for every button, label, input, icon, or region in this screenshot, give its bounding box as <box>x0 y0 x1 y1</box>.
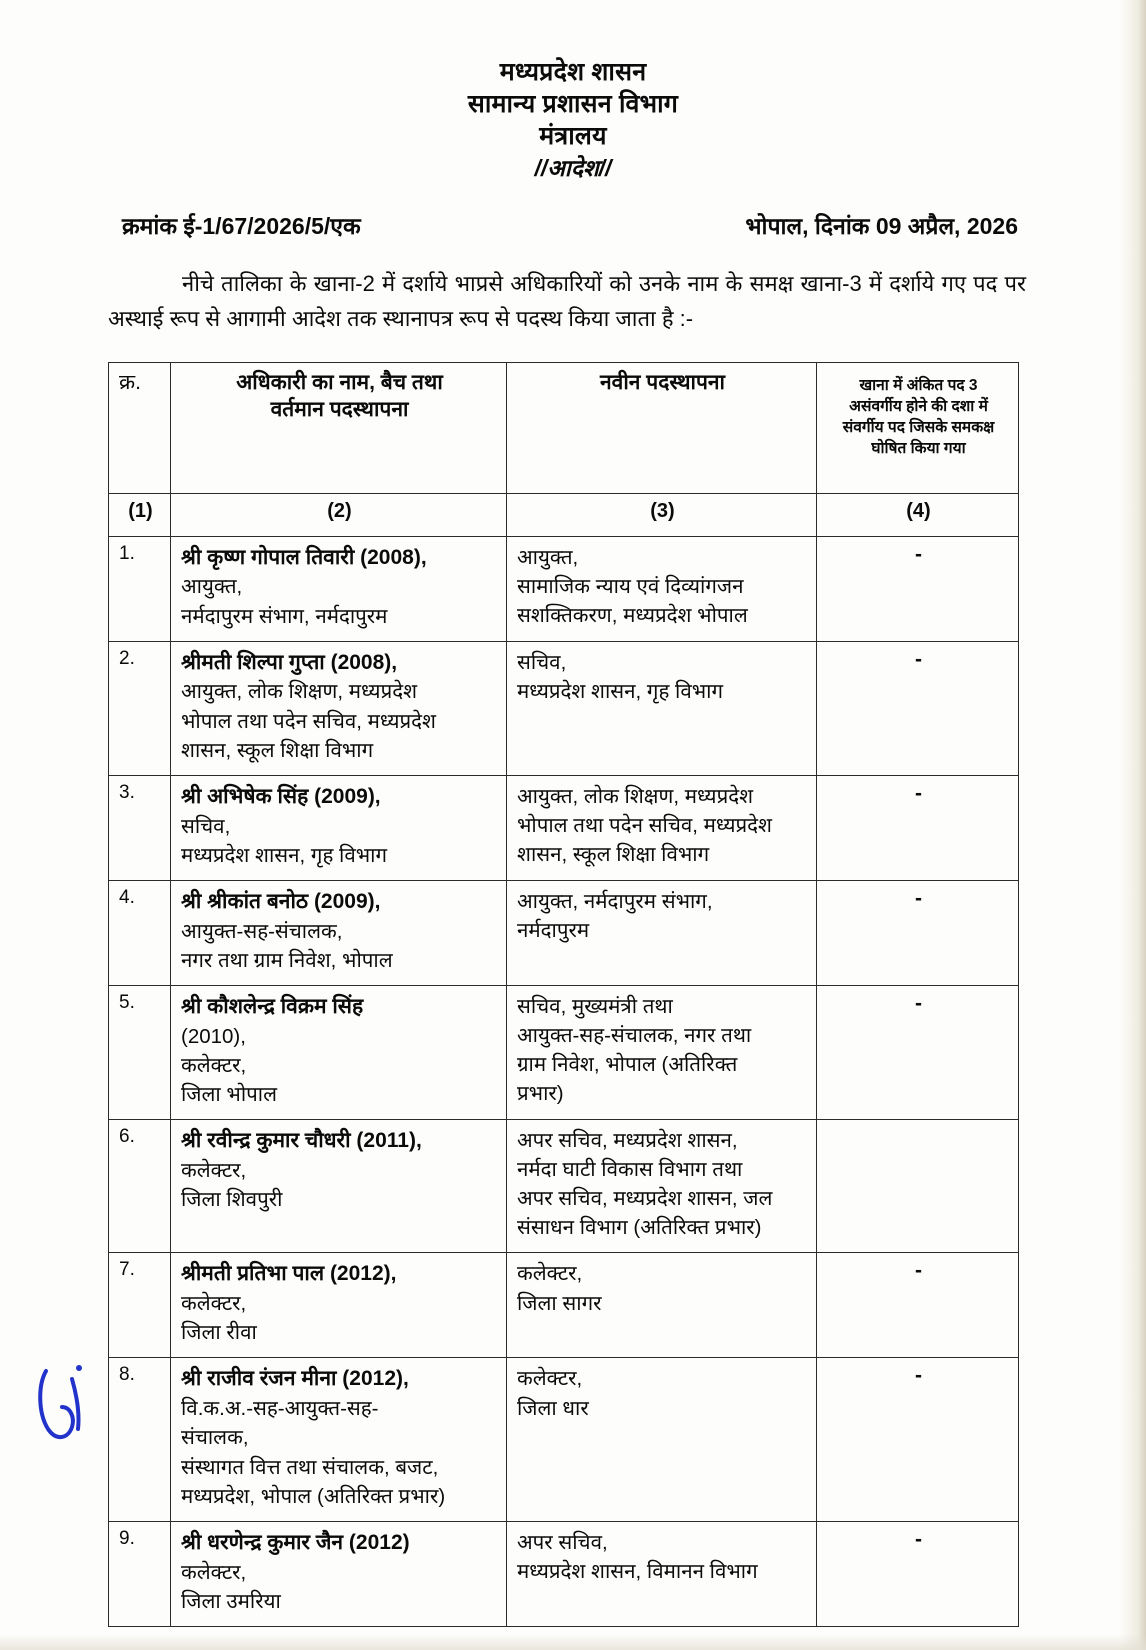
new-posting-line: शासन, स्कूल शिक्षा विभाग <box>517 843 710 867</box>
equivalent-post-cell: - <box>817 1253 1019 1358</box>
column-number-4: (4) <box>817 493 1019 536</box>
header-equivalent-line4: घोषित किया गया <box>871 439 966 457</box>
new-posting-line: प्रभार) <box>517 1082 564 1106</box>
new-posting-line: ग्राम निवेश, भोपाल (अतिरिक्त <box>517 1053 738 1077</box>
equivalent-post-cell: - <box>817 775 1019 880</box>
new-posting-line: सामाजिक न्याय एवं दिव्यांगजन <box>517 574 744 598</box>
paragraph-text: नीचे तालिका के खाना-2 में दर्शाये भाप्रसे अधिकारियों को उनके नाम के समक्ष खाना-3 में दर्शाये गए पद पर अस्थाई रूप से आगामी आदेश तक स्थानापत्र रूप से पदस्थ किया जाता है :- <box>108 271 1026 331</box>
department-name: सामान्य प्रशासन विभाग <box>467 90 679 118</box>
row-serial: 9. <box>109 1521 171 1626</box>
office-name: मंत्रालय <box>539 122 607 150</box>
officer-cell <box>171 985 507 1119</box>
officer-current-posting-line: मध्यप्रदेश शासन, गृह विभाग <box>181 843 388 867</box>
officer-name: श्री राजीव रंजन मीना (2012), <box>181 1367 409 1391</box>
new-posting-line: आयुक्त-सह-संचालक, नगर तथा <box>517 1023 752 1047</box>
equivalent-post-cell: - <box>817 1358 1019 1521</box>
table-header-row <box>109 362 1019 493</box>
officer-current-posting-line: जिला रीवा <box>181 1321 257 1345</box>
officer-current-posting-line: वि.क.अ.-सह-आयुक्त-सह- <box>181 1397 379 1421</box>
row-serial: 8. <box>109 1358 171 1521</box>
order-number: क्रमांक ई-1/67/2026/5/एक <box>122 213 361 240</box>
officer-current-posting-line: संस्थागत वित्त तथा संचालक, बजट, <box>181 1455 439 1479</box>
new-posting-cell <box>507 536 817 641</box>
new-posting-cell <box>507 880 817 985</box>
officer-cell <box>171 1521 507 1626</box>
new-posting-line: मध्यप्रदेश शासन, गृह विभाग <box>517 679 724 703</box>
place-and-date: भोपाल, दिनांक 09 अप्रैल, 2026 <box>745 213 1018 240</box>
new-posting-line: कलेक्टर, <box>517 1262 583 1286</box>
scan-edge-shadow-right <box>1120 0 1146 1650</box>
equivalent-post-cell <box>817 1120 1019 1253</box>
officer-current-posting-line: संचालक, <box>181 1426 249 1450</box>
new-posting-cell <box>507 1120 817 1253</box>
postings-table <box>108 362 1019 1627</box>
new-posting-line: सचिव, मुख्यमंत्री तथा <box>517 994 673 1018</box>
officer-current-posting-line: जिला उमरिया <box>181 1589 281 1613</box>
officer-current-posting-line: कलेक्टर, <box>181 1292 247 1316</box>
new-posting-line: कलेक्टर, <box>517 1367 583 1391</box>
officer-name: श्रीमती शिल्पा गुप्ता (2008), <box>181 650 398 674</box>
officer-current-posting-line: (2010), <box>181 1024 246 1048</box>
equivalent-post-cell: - <box>817 985 1019 1119</box>
officer-current-posting-line: मध्यप्रदेश, भोपाल (अतिरिक्त प्रभार) <box>181 1484 446 1508</box>
table-row <box>109 1253 1019 1358</box>
equivalent-post-cell: - <box>817 536 1019 641</box>
officer-cell <box>171 1253 507 1358</box>
header-officer <box>171 362 507 493</box>
new-posting-cell <box>507 775 817 880</box>
officer-current-posting-line: आयुक्त, लोक शिक्षण, मध्यप्रदेश <box>181 680 418 704</box>
new-posting-line: नर्मदापुरम <box>517 918 590 942</box>
column-number-2: (2) <box>171 493 507 536</box>
new-posting-line: मध्यप्रदेश शासन, विमानन विभाग <box>517 1559 758 1583</box>
header-serial: क्र. <box>109 362 171 493</box>
table-row <box>109 985 1019 1119</box>
officer-cell <box>171 1120 507 1253</box>
table-row <box>109 1120 1019 1253</box>
table-row <box>109 775 1019 880</box>
row-serial: 5. <box>109 985 171 1119</box>
government-name: मध्यप्रदेश शासन <box>499 58 647 86</box>
officer-cell <box>171 536 507 641</box>
row-serial: 3. <box>109 775 171 880</box>
officer-current-posting-line: आयुक्त-सह-संचालक, <box>181 919 343 943</box>
new-posting-line: आयुक्त, <box>517 545 579 569</box>
handwritten-initial-mark <box>32 1355 102 1465</box>
order-body-paragraph <box>0 267 1146 335</box>
new-posting-cell <box>507 641 817 775</box>
header-equivalent-line2: असंवर्गीय होने की दशा में <box>849 397 988 415</box>
officer-current-posting-line: भोपाल तथा पदेन सचिव, मध्यप्रदेश <box>181 709 436 733</box>
officer-current-posting-line: जिला भोपाल <box>181 1082 277 1106</box>
header-equivalent-post <box>817 362 1019 493</box>
header-officer-line1: अधिकारी का नाम, बैच तथा <box>236 370 443 394</box>
row-serial: 6. <box>109 1120 171 1253</box>
new-posting-line: अपर सचिव, <box>517 1530 608 1554</box>
equivalent-post-cell: - <box>817 641 1019 775</box>
table-body <box>109 536 1019 1626</box>
table-row <box>109 1358 1019 1521</box>
row-serial: 1. <box>109 536 171 641</box>
officer-cell <box>171 775 507 880</box>
column-number-1: (1) <box>109 493 171 536</box>
table-row <box>109 880 1019 985</box>
new-posting-line: नर्मदा घाटी विकास विभाग तथा <box>517 1158 743 1182</box>
new-posting-line: भोपाल तथा पदेन सचिव, मध्यप्रदेश <box>517 813 772 837</box>
officer-cell <box>171 880 507 985</box>
new-posting-line: संसाधन विभाग (अतिरिक्त प्रभार) <box>517 1216 762 1240</box>
officer-name: श्री धरणेन्द्र कुमार जैन (2012) <box>181 1530 410 1554</box>
officer-current-posting-line: नर्मदापुरम संभाग, नर्मदापुरम <box>181 604 388 628</box>
new-posting-line: अपर सचिव, मध्यप्रदेश शासन, जल <box>517 1187 773 1211</box>
officer-current-posting-line: कलेक्टर, <box>181 1560 247 1584</box>
officer-name: श्रीमती प्रतिभा पाल (2012), <box>181 1262 397 1286</box>
row-serial: 7. <box>109 1253 171 1358</box>
header-new-posting: नवीन पदस्थापना <box>507 362 817 493</box>
officer-cell <box>171 1358 507 1521</box>
officer-current-posting-line: आयुक्त, <box>181 575 243 599</box>
equivalent-post-cell: - <box>817 1521 1019 1626</box>
table-row <box>109 1521 1019 1626</box>
new-posting-cell <box>507 985 817 1119</box>
officer-name: श्री कौशलेन्द्र विक्रम सिंह <box>181 994 364 1018</box>
new-posting-line: आयुक्त, लोक शिक्षण, मध्यप्रदेश <box>517 784 754 808</box>
officer-current-posting-line: जिला शिवपुरी <box>181 1187 283 1211</box>
officer-current-posting-line: नगर तथा ग्राम निवेश, भोपाल <box>181 948 393 972</box>
officer-current-posting-line: कलेक्टर, <box>181 1158 247 1182</box>
officer-current-posting-line: शासन, स्कूल शिक्षा विभाग <box>181 738 374 762</box>
new-posting-cell <box>507 1358 817 1521</box>
table-row <box>109 536 1019 641</box>
new-posting-line: सशक्तिकरण, मध्यप्रदेश भोपाल <box>517 603 748 627</box>
header-officer-line2: वर्तमान पदस्थापना <box>270 398 409 422</box>
officer-name: श्री अभिषेक सिंह (2009), <box>181 784 381 808</box>
officer-name: श्री श्रीकांत बनोठ (2009), <box>181 889 381 913</box>
row-serial: 2. <box>109 641 171 775</box>
column-number-row <box>109 493 1019 536</box>
column-number-3: (3) <box>507 493 817 536</box>
officer-name: श्री कृष्ण गोपाल तिवारी (2008), <box>181 545 427 569</box>
new-posting-line: सचिव, <box>517 650 567 674</box>
new-posting-line: जिला सागर <box>517 1291 602 1315</box>
order-keyword: //आदेश// <box>534 155 612 181</box>
officer-current-posting-line: कलेक्टर, <box>181 1053 247 1077</box>
officer-cell <box>171 641 507 775</box>
new-posting-line: अपर सचिव, मध्यप्रदेश शासन, <box>517 1129 738 1152</box>
new-posting-line: जिला धार <box>517 1396 589 1420</box>
document-header <box>0 0 1146 183</box>
officer-current-posting-line: सचिव, <box>181 814 231 838</box>
officer-name: श्री रवीन्द्र कुमार चौधरी (2011), <box>181 1129 422 1152</box>
table-row <box>109 641 1019 775</box>
equivalent-post-cell: - <box>817 880 1019 985</box>
new-posting-cell <box>507 1253 817 1358</box>
row-serial: 4. <box>109 880 171 985</box>
header-equivalent-line3: संवर्गीय पद जिसके समकक्ष <box>842 418 995 436</box>
scan-edge-shadow-bottom <box>0 1634 1146 1650</box>
new-posting-cell <box>507 1521 817 1626</box>
header-equivalent-line1: खाना में अंकित पद 3 <box>859 376 978 394</box>
new-posting-line: आयुक्त, नर्मदापुरम संभाग, <box>517 889 713 913</box>
order-meta-row <box>0 209 1146 241</box>
